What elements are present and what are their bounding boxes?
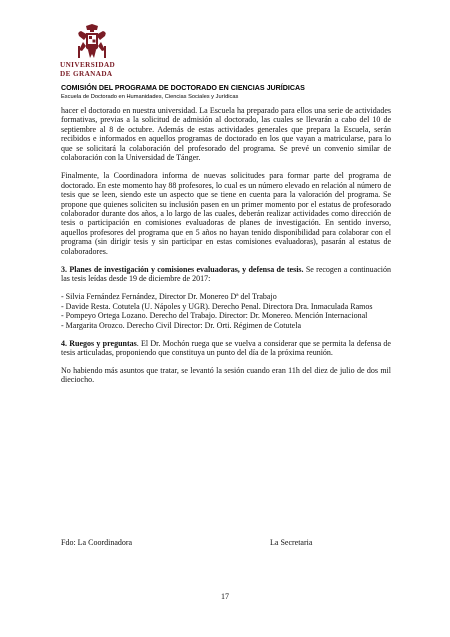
thesis-list-item: - Davide Resta. Cotutela (U. Nápoles y UGR). Derecho Penal. Directora Dra. Inmaculada Ramos xyxy=(61,301,373,311)
commission-title: COMISIÓN DEL PROGRAMA DE DOCTORADO EN CIENCIAS JURÍDICAS xyxy=(61,84,305,92)
section-4 xyxy=(61,339,391,358)
university-name-line1: UNIVERSIDAD xyxy=(60,61,116,69)
document-header xyxy=(61,84,391,101)
thesis-list-item: - Margarita Orozco. Derecho Civil Director: Dr. Orti. Régimen de Cotutela xyxy=(61,320,301,330)
paragraph-2: Finalmente, la Coordinadora informa de nuevas solicitudes para formar parte del programa de doctorado. En este momento hay 88 profesores, lo cual es un número elevado en relación al número de tesis que se leen, siendo este un aspecto que se tiene en cuenta para la valoración del programa. Se propone que quienes soliciten su inclusión pasen en un primer momento por el estatus de profesorado colaborador durante dos años, a lo largo de las cuales, deberán realizar actividades como dirección de tesis o participación en comisiones evaluadoras de planes de investigación. En sentido inverso, aquellos profesores del programa que en 5 años no hayan tenido disponibilidad para colaborar con el programa (sin dirigir tesis y sin participar en estas comisiones evaluadoras), pasarán al estatus de colaboradores. xyxy=(61,171,391,256)
paragraph-1: hacer el doctorado en nuestra universidad. La Escuela ha preparado para ellos una serie de actividades formativas, previas a la solicitud de admisión al doctorado, las cuales se llevarán a cabo del 10 de septiembre al 8 de octubre. Además de estas actividades generales que prepara la Escuela, serán recibidos e informados en aquellos programas de doctorado en los que vayan a matricularse, para lo que se solicitará la colaboración del profesorado del programa. Se prevé un convenio similar de colaboración con la Universidad de Tánger. xyxy=(61,106,391,163)
signature-coordinator: Fdo: La Coordinadora xyxy=(61,538,133,547)
section-4-heading: 4. Ruegos y preguntas xyxy=(61,338,137,348)
page-number: 17 xyxy=(221,592,229,601)
university-logo xyxy=(60,24,126,78)
university-name-line2: DE GRANADA xyxy=(60,70,113,78)
closing-paragraph: No habiendo más asuntos que tratar, se levantó la sesión cuando eran 11h del diez de julio de dos mil dieciocho. xyxy=(61,365,391,385)
thesis-list-item: - Pompeyo Ortega Lozano. Derecho del Trabajo. Director: Dr. Monereo. Mención Internacional xyxy=(61,311,368,321)
thesis-list-item: - Silvia Fernández Fernández, Director Dr. Monereo Dª del Trabajo xyxy=(61,292,277,302)
signature-secretary: La Secretaria xyxy=(270,538,313,547)
school-subtitle: Escuela de Doctorado en Humanidades, Ciencias Sociales y Jurídicas xyxy=(61,94,239,100)
section-4-text: . El Dr. Mochón ruega que se vuelva a considerar que se permita la defensa de tesis articuladas, proponiendo que constituya un punto del día de la próxima reunión. xyxy=(61,338,391,357)
section-3-text: Se recogen a continuación las tesis leídas desde 19 de diciembre de 2017: xyxy=(61,264,391,284)
document-body xyxy=(61,106,391,393)
section-3-heading: 3. Planes de investigación y comisiones evaluadoras, y defensa de tesis. xyxy=(61,264,304,274)
thesis-list xyxy=(61,292,391,330)
section-3 xyxy=(61,265,391,284)
university-crest-icon xyxy=(76,24,108,60)
